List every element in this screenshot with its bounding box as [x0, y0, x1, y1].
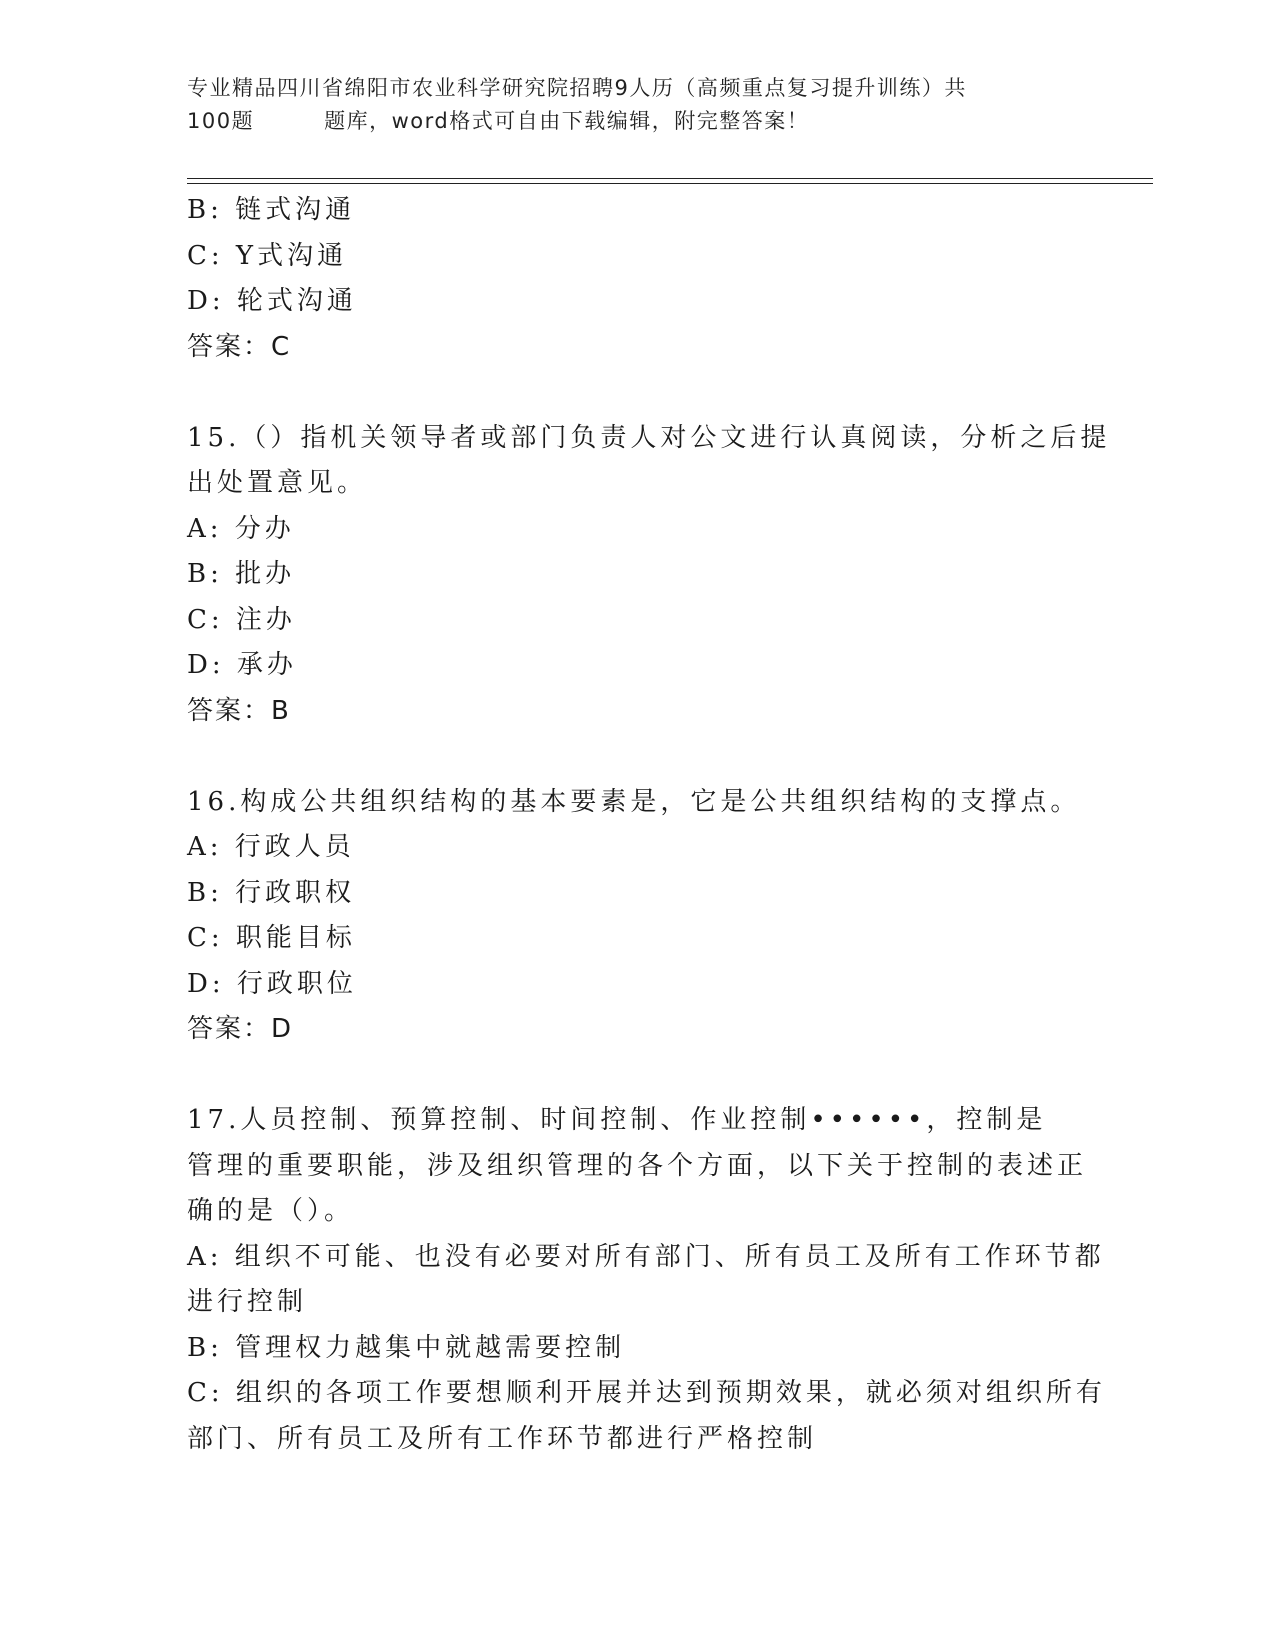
option-c-continued: 部门、所有员工及所有工作环节都进行严格控制 — [187, 1423, 818, 1454]
header-title-line1: 专业精品四川省绵阳市农业科学研究院招聘9人历（高频重点复习提升训练）共 — [187, 76, 967, 100]
option-c: C: 职能目标 — [187, 923, 356, 953]
question-stem: 16.构成公共组织结构的基本要素是，它是公共组织结构的支撑点。 — [187, 786, 1081, 817]
option-a-continued: 进行控制 — [187, 1287, 308, 1317]
option-d: D: 承办 — [187, 650, 297, 680]
question-14-continued — [187, 188, 1087, 370]
question-stem: 15.（）指机关领导者或部门负责人对公文进行认真阅读，分析之后提 — [187, 422, 1111, 453]
header-count: 100题 — [187, 109, 255, 133]
question-16 — [187, 780, 1087, 1053]
header-rule-bottom — [187, 183, 1153, 184]
option-c: C: 注办 — [187, 604, 296, 635]
option-a: A: 行政人员 — [187, 832, 355, 862]
header-rule-top — [187, 178, 1153, 179]
option-d: D: 轮式沟通 — [187, 286, 357, 316]
document-body — [187, 188, 1111, 1462]
question-stem: 17.人员控制、预算控制、时间控制、作业控制••••••，控制是 — [187, 1105, 1047, 1135]
question-stem: 管理的重要职能，涉及组织管理的各个方面，以下关于控制的表述正 — [187, 1150, 1088, 1181]
option-a: A: 组织不可能、也没有必要对所有部门、所有员工及所有工作环节都 — [187, 1241, 1105, 1272]
option-b: B: 批办 — [187, 559, 296, 589]
option-a: A: 分办 — [187, 513, 295, 544]
question-stem: 出处置意见。 — [187, 468, 368, 498]
question-stem: 确的是（）。 — [187, 1196, 355, 1226]
answer-line: 答案：B — [187, 695, 291, 726]
option-c: C: 组织的各项工作要想顺利开展并达到预期效果，就必须对组织所有 — [187, 1378, 1106, 1408]
option-d: D: 行政职位 — [187, 968, 357, 999]
page-header — [187, 72, 1067, 138]
option-c: C: Y式沟通 — [187, 240, 348, 271]
option-b: B: 行政职权 — [187, 877, 356, 908]
header-title-line2 — [187, 105, 1067, 138]
option-b: B: 链式沟通 — [187, 195, 356, 225]
answer-line: 答案：D — [187, 1014, 294, 1044]
question-17 — [187, 1098, 1106, 1462]
option-b: B: 管理权力越集中就越需要控制 — [187, 1332, 626, 1363]
header-description: 题库，word格式可自由下载编辑，附完整答案！ — [324, 109, 810, 133]
question-15 — [187, 416, 1111, 735]
answer-line: 答案：C — [187, 331, 292, 362]
